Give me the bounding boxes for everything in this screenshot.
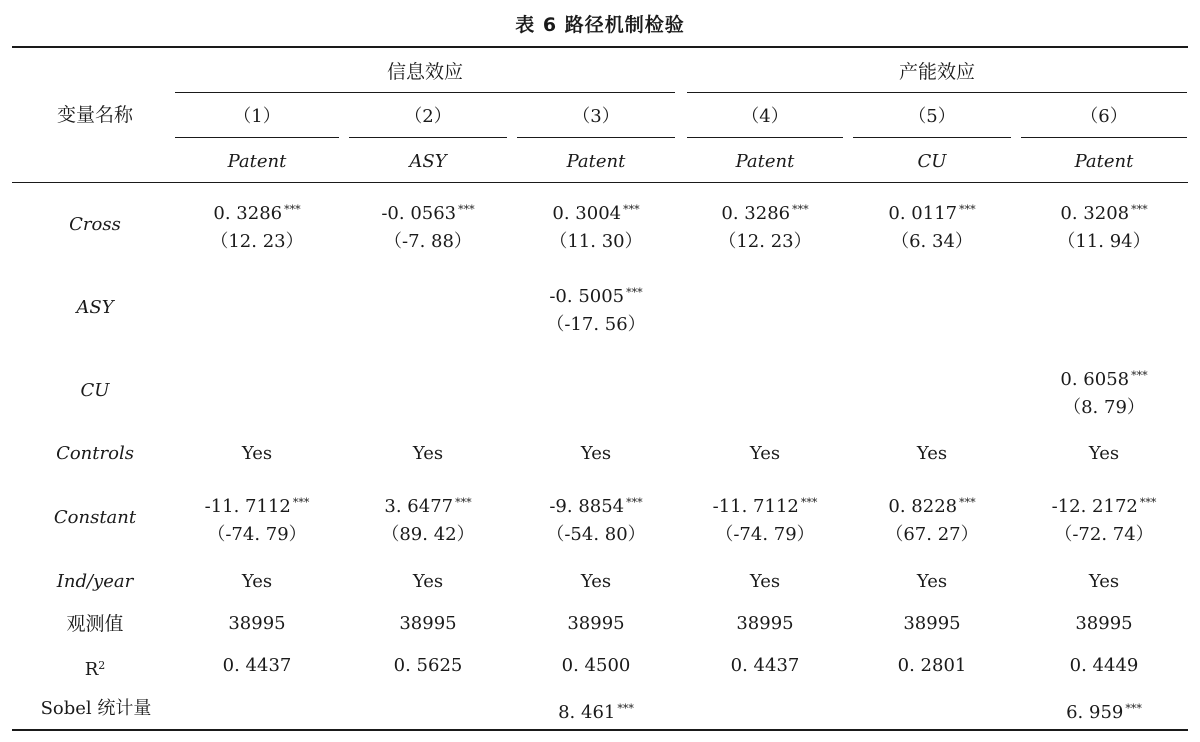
dep-var: Patent [1074, 151, 1134, 172]
row-label-cu: CU [80, 380, 110, 401]
header-bottom-rule [12, 182, 1188, 183]
row-label-indyear: Ind/year [56, 571, 134, 592]
sobel-value: 6. 959 *** [1066, 702, 1142, 723]
row-label-observations: 观测值 [66, 613, 124, 635]
constant-tstat: （-74. 79） [207, 524, 307, 545]
sobel-value: 8. 461 *** [558, 702, 634, 723]
top-rule [12, 46, 1188, 48]
constant-coef: -11. 7112 *** [712, 496, 818, 517]
col6-rule [1021, 137, 1187, 138]
cross-tstat: （6. 34） [891, 231, 973, 252]
dep-var: ASY [409, 151, 447, 172]
col3-rule [517, 137, 675, 138]
col5-rule [853, 137, 1011, 138]
obs-value: 38995 [399, 613, 457, 634]
r2-value: 0. 4500 [561, 655, 631, 676]
cu-coef: 0. 6058 *** [1060, 369, 1148, 390]
row-label-asy: ASY [76, 297, 114, 318]
group2-rule [687, 92, 1187, 93]
cu-tstat: （8. 79） [1063, 397, 1145, 418]
col-number: （1） [233, 106, 281, 127]
r2-value: 0. 2801 [897, 655, 967, 676]
row-label-cross: Cross [69, 214, 121, 235]
indyear-value: Yes [412, 571, 444, 592]
obs-value: 38995 [736, 613, 794, 634]
row-label-r2: $R^2$ [84, 659, 106, 680]
dep-var: Patent [735, 151, 795, 172]
constant-coef: -12. 2172 *** [1051, 496, 1157, 517]
controls-value: Yes [916, 443, 948, 464]
r2-value: 0. 4437 [730, 655, 800, 676]
constant-tstat: （-54. 80） [546, 524, 646, 545]
cross-coef: 0. 3208 *** [1060, 203, 1148, 224]
constant-coef: 3. 6477 *** [384, 496, 472, 517]
group1-rule [175, 92, 675, 93]
indyear-value: Yes [916, 571, 948, 592]
cross-tstat: （11. 94） [1057, 231, 1151, 252]
dep-var: Patent [227, 151, 287, 172]
bottom-rule [12, 729, 1188, 731]
cross-coef: 0. 3004 *** [552, 203, 640, 224]
constant-tstat: （-74. 79） [715, 524, 815, 545]
controls-value: Yes [241, 443, 273, 464]
dep-var: CU [917, 151, 947, 172]
obs-value: 38995 [567, 613, 625, 634]
col-number: （6） [1080, 106, 1128, 127]
controls-value: Yes [412, 443, 444, 464]
r2-value: 0. 5625 [393, 655, 463, 676]
indyear-value: Yes [241, 571, 273, 592]
table-title: 表 6 路径机制检验 [515, 14, 685, 36]
row-label-sobel: Sobel 统计量 [40, 698, 152, 719]
variable-name-header: 变量名称 [56, 104, 133, 126]
col-number: （5） [908, 106, 956, 127]
obs-value: 38995 [1075, 613, 1133, 634]
col-number: （4） [741, 106, 789, 127]
col-number: （3） [572, 106, 620, 127]
cross-tstat: （11. 30） [549, 231, 643, 252]
cross-tstat: （12. 23） [718, 231, 812, 252]
cross-coef: 0. 3286 *** [721, 203, 809, 224]
group-header-capacity-effect: 产能效应 [898, 61, 975, 83]
col2-rule [349, 137, 507, 138]
cross-coef: -0. 0563 *** [381, 203, 475, 224]
indyear-value: Yes [1088, 571, 1120, 592]
row-label-controls: Controls [56, 443, 134, 464]
constant-tstat: （89. 42） [381, 524, 475, 545]
row-label-constant: Constant [53, 507, 137, 528]
indyear-value: Yes [580, 571, 612, 592]
constant-tstat: （-72. 74） [1054, 524, 1154, 545]
r2-value: 0. 4449 [1069, 655, 1139, 676]
col4-rule [687, 137, 843, 138]
r2-value: 0. 4437 [222, 655, 292, 676]
asy-coef: -0. 5005 *** [549, 286, 643, 307]
constant-tstat: （67. 27） [885, 524, 979, 545]
cross-coef: 0. 3286 *** [213, 203, 301, 224]
asy-tstat: （-17. 56） [546, 314, 646, 335]
col1-rule [175, 137, 339, 138]
cross-tstat: （12. 23） [210, 231, 304, 252]
cross-tstat: （-7. 88） [384, 231, 472, 252]
obs-value: 38995 [903, 613, 961, 634]
constant-coef: -9. 8854 *** [549, 496, 643, 517]
controls-value: Yes [580, 443, 612, 464]
constant-coef: -11. 7112 *** [204, 496, 310, 517]
indyear-value: Yes [749, 571, 781, 592]
controls-value: Yes [1088, 443, 1120, 464]
constant-coef: 0. 8228 *** [888, 496, 976, 517]
dep-var: Patent [566, 151, 626, 172]
obs-value: 38995 [228, 613, 286, 634]
cross-coef: 0. 0117 *** [888, 203, 976, 224]
controls-value: Yes [749, 443, 781, 464]
col-number: （2） [404, 106, 452, 127]
group-header-info-effect: 信息效应 [386, 61, 463, 83]
